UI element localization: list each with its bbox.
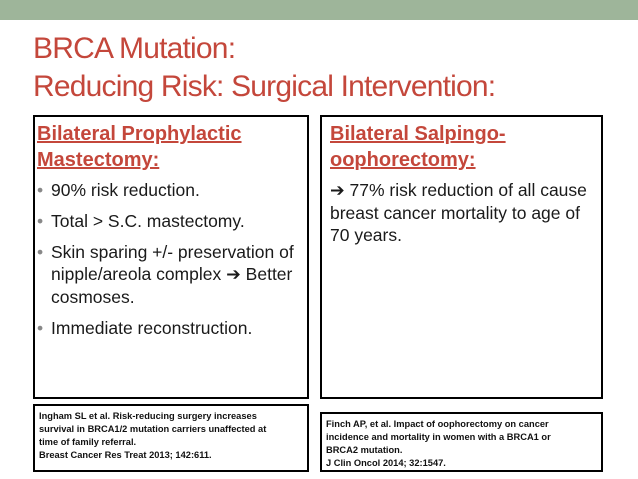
- mastectomy-bullet-list: [35, 179, 307, 339]
- bullet-dot-icon: •: [37, 318, 44, 338]
- reference-line: time of family referral.: [39, 437, 137, 447]
- list-item: [35, 241, 307, 308]
- slide-title: [33, 30, 623, 106]
- mastectomy-heading-line-1: Bilateral Prophylactic: [37, 123, 242, 145]
- list-item: [35, 179, 307, 201]
- list-item: [35, 317, 307, 339]
- right-arrow-icon: ➔: [330, 181, 345, 201]
- slide-title-line-2: Reducing Risk: Surgical Intervention:: [33, 70, 496, 103]
- reference-line: J Clin Oncol 2014; 32:1547.: [326, 458, 446, 468]
- list-item: [35, 210, 307, 232]
- oophorectomy-reference: [320, 412, 603, 472]
- reference-line: Ingham SL et al. Risk-reducing surgery increases: [39, 411, 257, 421]
- reference-line: BRCA2 mutation.: [326, 445, 403, 455]
- oophorectomy-body-text: 77% risk reduction of all cause breast cancer mortality to age of 70 years.: [330, 180, 587, 245]
- bullet-text-continuation: Better cosmoses.: [51, 264, 293, 307]
- oophorectomy-heading: [330, 121, 601, 173]
- mastectomy-heading-line-2: Mastectomy:: [37, 149, 160, 171]
- reference-line: survival in BRCA1/2 mutation carriers unaffected at: [39, 424, 267, 434]
- mastectomy-reference: [33, 404, 309, 472]
- oophorectomy-body: [330, 179, 597, 246]
- top-accent-bar: [0, 0, 638, 20]
- right-arrow-icon: ➔: [226, 265, 241, 285]
- bullet-text: Skin sparing +/- preservation of nipple/areola complex: [51, 242, 294, 284]
- bullet-text: 90% risk reduction.: [51, 180, 200, 200]
- oophorectomy-heading-line-1: Bilateral Salpingo-: [330, 123, 506, 145]
- oophorectomy-heading-line-2: oophorectomy:: [330, 149, 476, 171]
- mastectomy-heading: [37, 121, 307, 173]
- bullet-dot-icon: •: [37, 242, 44, 262]
- oophorectomy-box: [320, 115, 603, 399]
- reference-line: Finch AP, et al. Impact of oophorectomy on cancer: [326, 419, 549, 429]
- bullet-text: Immediate reconstruction.: [51, 318, 253, 338]
- bullet-text: Total > S.C. mastectomy.: [51, 211, 245, 231]
- bullet-dot-icon: •: [37, 211, 44, 231]
- bullet-dot-icon: •: [37, 180, 44, 200]
- mastectomy-box: [33, 115, 309, 399]
- reference-line: incidence and mortality in women with a BRCA1 or: [326, 432, 551, 442]
- reference-line: Breast Cancer Res Treat 2013; 142:611.: [39, 450, 212, 460]
- slide-title-line-1: BRCA Mutation:: [33, 32, 236, 65]
